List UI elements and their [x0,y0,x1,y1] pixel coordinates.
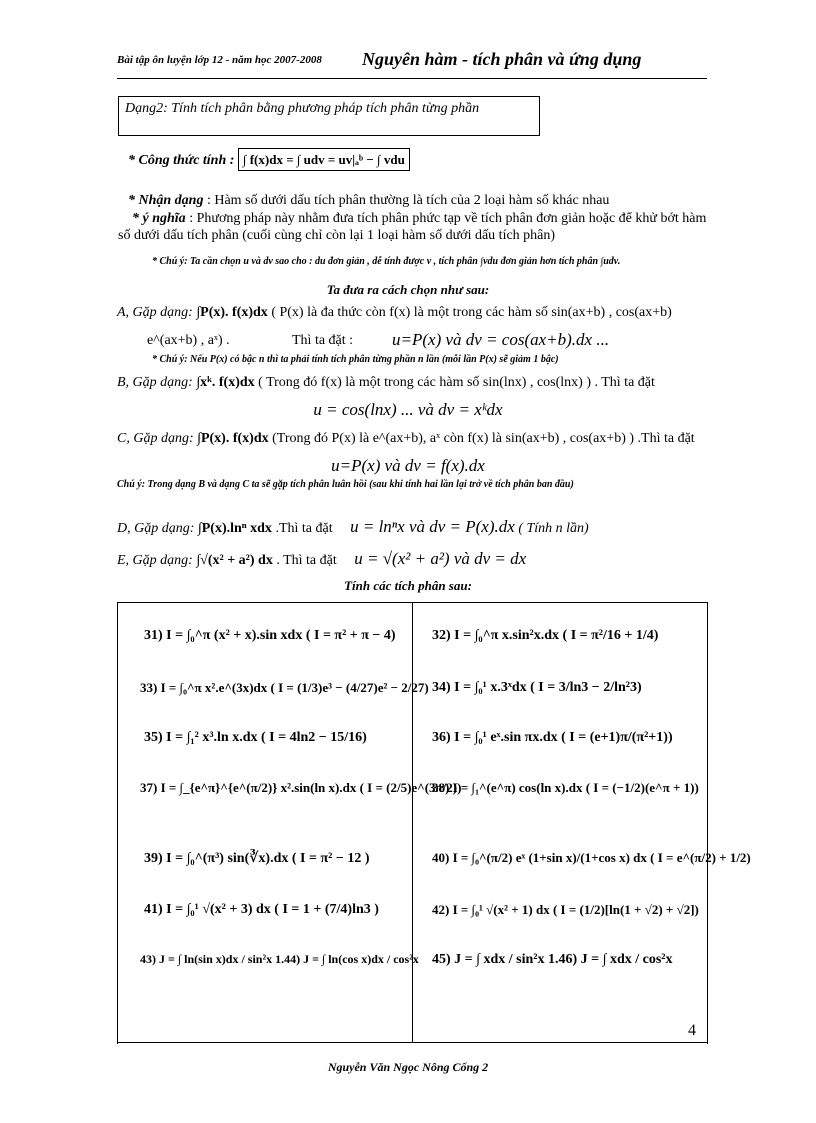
case-b-label: B, Gặp dạng: [117,375,193,390]
case-c-expr: ∫P(x). f(x)dx [197,431,269,446]
exercise-42: 42) I = ∫₀¹ √(x² + 1) dx ( I = (1/2)[ln(1 + √2) + √2]) [432,902,699,917]
case-c-line [117,430,717,447]
recognition-text: : Hàm số dưới dấu tích phân thường là tích của 2 loại hàm số khác nhau [203,193,610,208]
recognition-label: * Nhận dạng [128,193,204,208]
page-number: 4 [688,1022,696,1039]
exercise-title: Tính các tích phân sau: [344,578,472,593]
case-e-choice: u = √(x² + a²) và dv = dx [354,549,527,568]
note-choose-u-dv: * Chú ý: Ta cần chọn u và dv sao cho : du đơn giản , dễ tính được v , tích phân ∫vdu đơn giản hơn tích phân ∫udv. [152,256,621,267]
case-b-choice: u = cos(lnx) ... và dv = xᵏdx [313,400,503,419]
section-title-box: Dạng2: Tính tích phân bằng phương pháp tích phân từng phần [118,96,540,136]
exercise-40: 40) I = ∫₀^(π/2) eˣ (1+sin x)/(1+cos x) dx ( I = e^(π/2) + 1/2) [432,850,751,865]
table-border-right [707,602,708,1044]
exercise-32: 32) I = ∫₀^π x.sin²x.dx ( I = π²/16 + 1/4) [432,628,659,643]
case-e-text: . Thì ta đặt [272,553,337,568]
table-divider [412,602,413,1042]
case-b-line [117,374,717,391]
header-left: Bài tập ôn luyện lớp 12 - năm học 2007-2008 [117,54,322,66]
exercise-33: 33) I = ∫₀^π x².e^(3x)dx ( I = (1/3)e³ − (4/27)e² − 2/27) [140,680,429,695]
exercise-35: 35) I = ∫₁² x³.ln x.dx ( I = 4ln2 − 15/16) [144,730,367,745]
case-d-tail: ( Tính n lần) [514,521,589,536]
exercise-36: 36) I = ∫₀¹ eˣ.sin πx.dx ( I = (e+1)π/(π²+1)) [432,730,673,745]
formula-expression: ∫ f(x)dx = ∫ udv = uv|ₐᵇ − ∫ vdu [238,148,410,171]
meaning-label: * ý nghĩa [132,211,186,226]
exercise-39: 39) I = ∫₀^(π³) sin(∛x).dx ( I = π² − 12 ) [144,851,370,866]
case-b-expr: ∫xᵏ. f(x)dx [196,375,255,390]
note-recurring: Chú ý: Trong dạng B và dạng C ta sẽ gặp tích phân luân hồi (sau khi tính hai lần lại trở về tích phân ban đầu) [117,479,574,490]
header-title: Nguyên hàm - tích phân và ứng dụng [362,49,642,69]
case-d-text: .Thì ta đặt [271,521,333,536]
case-e-expr: ∫√(x² + a²) dx [196,553,273,568]
case-a-set: Thì ta đặt : [292,333,354,348]
case-a-label: A, Gặp dạng: [117,305,193,320]
exercise-45-46: 45) J = ∫ xdx / sin²x 1.46) J = ∫ xdx / cos²x [432,952,673,967]
case-e-line [117,550,717,569]
exercise-31: 31) I = ∫₀^π (x² + x).sin xdx ( I = π² + π − 4) [144,628,396,643]
case-c-label: C, Gặp dạng: [117,431,194,446]
case-a-cont: e^(ax+b) , aˣ) . [147,333,230,348]
case-d-label: D, Gặp dạng: [117,521,195,536]
header-rule [117,78,707,79]
exercise-34: 34) I = ∫₀¹ x.3ˣdx ( I = 3/ln3 − 2/ln²3) [432,680,642,695]
table-border-bottom [117,1042,708,1043]
case-a-text: ( P(x) là đa thức còn f(x) là một trong các hàm số sin(ax+b) , cos(ax+b) [267,305,672,320]
formula-label: * Công thức tính : [128,153,235,168]
exercise-38: 38) I = ∫₁^(e^π) cos(ln x).dx ( I = (−1/2)(e^π + 1)) [432,780,699,795]
case-d-line [117,518,717,537]
exercise-37: 37) I = ∫_{e^π}^{e^(π/2)} x².sin(ln x).dx ( I = (2/5)e^(3π/2)) [140,780,462,795]
exercise-43-44: 43) J = ∫ ln(sin x)dx / sin²x 1.44) J = ∫ ln(cos x)dx / cos²x [140,952,419,966]
choose-title: Ta đưa ra cách chọn như sau: [326,282,490,297]
case-d-choice: u = lnⁿx và dv = P(x).dx [350,517,515,536]
case-d-expr: ∫P(x).lnⁿ xdx [197,521,272,536]
case-a-expr: ∫P(x). f(x)dx [196,305,268,320]
exercise-41: 41) I = ∫₀¹ √(x² + 3) dx ( I = 1 + (7/4)ln3 ) [144,902,379,917]
case-b-text: ( Trong đó f(x) là một trong các hàm số sin(lnx) , cos(lnx) ) . Thì ta đặt [254,375,655,390]
recognition-line [128,192,708,209]
case-c-text: (Trong đó P(x) là e^(ax+b), aˣ còn f(x) là sin(ax+b) , cos(ax+b) ) .Thì ta đặt [268,431,695,446]
meaning-paragraph [118,210,708,244]
case-c-choice: u=P(x) và dv = f(x).dx [331,456,485,475]
table-border-left [117,602,118,1044]
note-degree: * Chú ý: Nếu P(x) có bậc n thì ta phải tính tích phân từng phần n lần (mỗi lần P(x) sẽ giảm 1 bậc) [152,354,559,365]
case-a-line [117,304,717,321]
case-a-choice: u=P(x) và dv = cos(ax+b).dx ... [392,330,610,349]
case-e-label: E, Gặp dạng: [117,553,193,568]
meaning-text: : Phương pháp này nhằm đưa tích phân phức tạp về tích phân đơn giản hoặc để khử bớt hàm số dưới dấu tích phân (cuối cùng chỉ còn lại 1 loại hàm số dưới dấu tích phân) [118,211,707,243]
footer-author: Nguyễn Văn Ngọc Nông Cống 2 [327,1060,489,1074]
formula-row [128,148,410,171]
